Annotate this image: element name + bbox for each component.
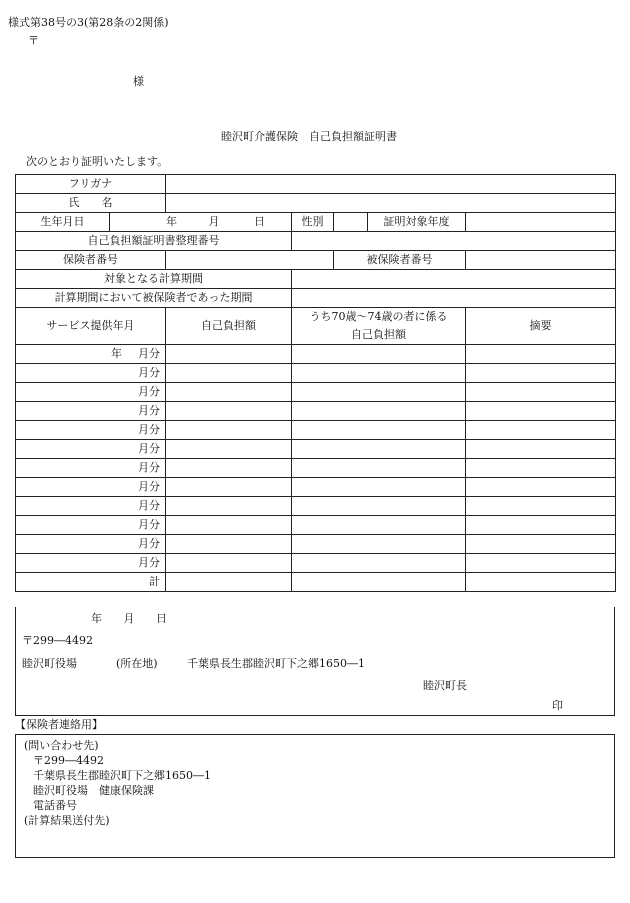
remarks-cell[interactable] [466, 402, 616, 421]
month-row [16, 345, 616, 364]
birthdate-field[interactable] [110, 213, 292, 232]
office-address: 千葉県長生郡睦沢町下之郷1650―1 [187, 657, 365, 670]
total-self-pay[interactable] [166, 573, 292, 592]
self-pay-cell[interactable] [166, 535, 292, 554]
month-row [16, 535, 616, 554]
address-label: (所在地) [116, 657, 158, 670]
month-rows [16, 345, 616, 573]
month-row [16, 383, 616, 402]
issue-day-unit: 日 [156, 612, 167, 625]
col-remarks: 摘要 [466, 308, 616, 345]
month-unit: 月分 [138, 366, 161, 379]
issue-month-unit: 月 [123, 612, 135, 625]
self-pay-cell[interactable] [166, 516, 292, 535]
insurer-number-label: 保険者番号 [16, 251, 166, 270]
cert-number-label: 自己負担額証明書整理番号 [16, 232, 292, 251]
addressee-suffix: 様 [133, 75, 144, 88]
month-label [16, 459, 166, 478]
contact-zip: 〒299―4492 [33, 754, 104, 767]
phone-label: 電話番号 [33, 799, 77, 812]
month-unit: 月分 [138, 537, 161, 550]
birth-month-unit: 月 [208, 215, 220, 228]
total-label: 計 [16, 573, 166, 592]
70-74-cell[interactable] [292, 421, 466, 440]
month-row [16, 440, 616, 459]
self-pay-cell[interactable] [166, 497, 292, 516]
furigana-row [16, 175, 616, 194]
70-74-cell[interactable] [292, 364, 466, 383]
cert-number-field[interactable] [292, 232, 616, 251]
month-row [16, 459, 616, 478]
contact-address: 千葉県長生郡睦沢町下之郷1650―1 [33, 769, 211, 782]
issuer-section [15, 607, 615, 716]
month-unit: 月分 [138, 518, 161, 531]
birthdate-label: 生年月日 [16, 213, 110, 232]
name-label: 氏 名 [16, 194, 166, 213]
month-label [16, 402, 166, 421]
70-74-cell[interactable] [292, 497, 466, 516]
70-74-cell[interactable] [292, 345, 466, 364]
remarks-cell[interactable] [466, 421, 616, 440]
month-row [16, 478, 616, 497]
month-unit: 月分 [138, 556, 161, 569]
70-74-cell[interactable] [292, 402, 466, 421]
remarks-cell[interactable] [466, 459, 616, 478]
certificate-table [15, 174, 616, 592]
seal-mark: 印 [552, 699, 563, 712]
inquiry-label: (問い合わせ先) [24, 739, 99, 752]
month-row [16, 497, 616, 516]
birth-day-unit: 日 [254, 215, 265, 228]
month-unit: 月分 [138, 442, 161, 455]
insured-number-label: 被保険者番号 [334, 251, 466, 270]
month-unit: 月分 [138, 480, 161, 493]
remarks-cell[interactable] [466, 478, 616, 497]
self-pay-cell[interactable] [166, 554, 292, 573]
mayor-title: 睦沢町長 [423, 679, 467, 692]
remarks-cell[interactable] [466, 364, 616, 383]
remarks-cell[interactable] [466, 497, 616, 516]
month-label [16, 345, 166, 364]
self-pay-cell[interactable] [166, 478, 292, 497]
first-month-year-unit: 年 [111, 347, 123, 360]
birth-year-unit: 年 [166, 215, 177, 228]
insured-period-field[interactable] [292, 289, 616, 308]
70-74-cell[interactable] [292, 535, 466, 554]
remarks-cell[interactable] [466, 535, 616, 554]
month-label [16, 516, 166, 535]
cert-year-label: 証明対象年度 [368, 213, 466, 232]
recipient-zip-mark: 〒 [28, 34, 39, 47]
month-row [16, 402, 616, 421]
form-number: 様式第38号の3(第28条の2関係) [8, 16, 169, 29]
gender-label: 性別 [292, 213, 334, 232]
contact-section-label: 【保険者連絡用】 [15, 718, 103, 731]
month-row [16, 421, 616, 440]
name-field[interactable] [166, 194, 616, 213]
month-unit: 月分 [138, 347, 161, 360]
total-70-74[interactable] [292, 573, 466, 592]
total-remarks[interactable] [466, 573, 616, 592]
office-name: 睦沢町役場 [22, 657, 77, 670]
month-row [16, 364, 616, 383]
insured-number-field[interactable] [466, 251, 616, 270]
self-pay-cell[interactable] [166, 383, 292, 402]
month-unit: 月分 [138, 404, 161, 417]
insured-period-label: 計算期間において被保険者であった期間 [16, 289, 292, 308]
month-unit: 月分 [138, 385, 161, 398]
self-pay-cell[interactable] [166, 364, 292, 383]
remarks-cell[interactable] [466, 554, 616, 573]
self-pay-cell[interactable] [166, 421, 292, 440]
self-pay-cell[interactable] [166, 402, 292, 421]
month-label [16, 383, 166, 402]
month-unit: 月分 [138, 461, 161, 474]
name-row [16, 194, 616, 213]
month-row [16, 554, 616, 573]
contact-box [15, 734, 615, 858]
cert-number-row [16, 232, 616, 251]
insurer-number-field[interactable] [166, 251, 334, 270]
furigana-label: フリガナ [16, 175, 166, 194]
furigana-field[interactable] [166, 175, 616, 194]
office-zip: 〒299―4492 [22, 634, 93, 647]
month-label [16, 440, 166, 459]
month-label [16, 497, 166, 516]
birthdate-row [16, 213, 616, 232]
70-74-cell[interactable] [292, 554, 466, 573]
70-74-cell[interactable] [292, 478, 466, 497]
month-unit: 月分 [138, 499, 161, 512]
col-self-pay: 自己負担額 [166, 308, 292, 345]
cert-year-field[interactable] [466, 213, 616, 232]
remarks-cell[interactable] [466, 383, 616, 402]
total-row [16, 573, 616, 592]
month-label [16, 554, 166, 573]
contact-department: 睦沢町役場 健康保険課 [33, 784, 154, 797]
remarks-cell[interactable] [466, 516, 616, 535]
70-74-cell[interactable] [292, 383, 466, 402]
month-label [16, 478, 166, 497]
issue-date [91, 613, 167, 624]
col-70-74-line2: 自己負担額 [351, 328, 407, 341]
month-row [16, 516, 616, 535]
self-pay-cell[interactable] [166, 459, 292, 478]
70-74-cell[interactable] [292, 516, 466, 535]
self-pay-cell[interactable] [166, 345, 292, 364]
calc-period-label: 対象となる計算期間 [16, 270, 292, 289]
send-to-label: (計算結果送付先) [24, 814, 110, 827]
month-label [16, 421, 166, 440]
month-label [16, 535, 166, 554]
calc-period-row [16, 270, 616, 289]
issue-year-unit: 年 [91, 612, 102, 625]
remarks-cell[interactable] [466, 345, 616, 364]
self-pay-cell[interactable] [166, 440, 292, 459]
document-title: 睦沢町介護保険 自己負担額証明書 [221, 130, 397, 143]
calc-period-field[interactable] [292, 270, 616, 289]
month-unit: 月分 [138, 423, 161, 436]
70-74-cell[interactable] [292, 459, 466, 478]
insured-period-row [16, 289, 616, 308]
gender-field[interactable] [334, 213, 368, 232]
col-70-74-line1: うち70歳～74歳の者に係る [309, 310, 448, 323]
column-header-row [16, 308, 616, 345]
70-74-cell[interactable] [292, 440, 466, 459]
remarks-cell[interactable] [466, 440, 616, 459]
insurer-row [16, 251, 616, 270]
month-label [16, 364, 166, 383]
intro-text: 次のとおり証明いたします。 [26, 155, 169, 168]
col-70-74-self-pay [292, 308, 466, 345]
col-service-month: サービス提供年月 [16, 308, 166, 345]
